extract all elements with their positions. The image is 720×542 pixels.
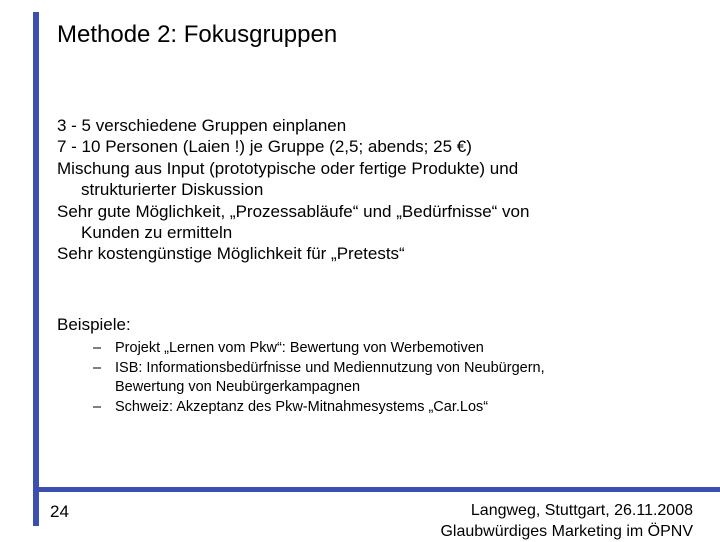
bullet-line: Mischung aus Input (prototypische oder fertige Produkte) und [57,158,519,178]
example-item [93,398,693,418]
example-line-continued: Bewertung von Neubürgerkampagnen [115,379,361,395]
bullet-line: 7 - 10 Personen (Laien !) je Gruppe (2,5; abends; 25 €) [57,137,472,157]
accent-bar [33,12,39,526]
bullet-list [57,115,707,265]
bullet-line-continued: Kunden zu ermitteln [81,223,233,243]
footer-presentation-title: Glaubwürdiges Marketing im ÖPNV [440,523,693,540]
bullet-item [57,201,707,244]
bullet-line-continued: strukturierter Diskussion [81,180,264,200]
bullet-item [57,243,707,264]
example-line: Schweiz: Akzeptanz des Pkw-Mitnahmesystems „Car.Los“ [115,398,489,415]
examples-list [93,339,693,417]
bullet-line: 3 - 5 verschiedene Gruppen einplanen [57,116,347,135]
examples-heading: Beispiele: [57,315,131,334]
slide-title: Methode 2: Fokusgruppen [57,21,338,48]
bullet-item [57,158,707,201]
footer-rule [33,487,720,492]
bullet-line: Sehr kostengünstige Möglichkeit für „Pretests“ [57,244,405,264]
bullet-line: Sehr gute Möglichkeit, „Prozessabläufe“ und „Bedürfnisse“ von [57,201,530,221]
example-item [93,339,693,359]
footer-author-date: Langweg, Stuttgart, 26.11.2008 [470,502,693,519]
dash-bullet: – [93,340,102,356]
bullet-item [57,115,707,136]
page-number: 24 [50,502,69,521]
example-item [93,359,693,398]
example-line: ISB: Informationsbedürfnisse und Mediennutzung von Neubürgern, [115,359,545,376]
dash-bullet: – [93,398,102,415]
example-line: Projekt „Lernen vom Pkw“: Bewertung von Werbemotiven [115,340,484,356]
bullet-item [57,136,707,157]
dash-bullet: – [93,359,102,376]
footer-info [353,500,693,542]
